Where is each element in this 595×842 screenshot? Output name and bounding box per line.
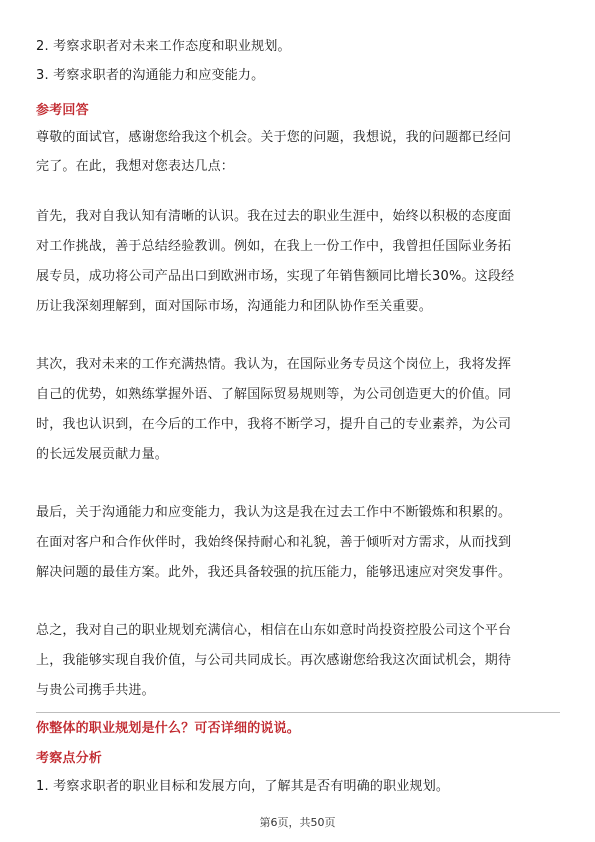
section-divider: [36, 712, 560, 713]
paragraph-line: 总之，我对自己的职业规划充满信心，相信在山东如意时尚投资控股公司这个平台: [36, 623, 512, 638]
paragraph-line: 上，我能够实现自我价值，与公司共同成长。再次感谢您给我这次面试机会，期待: [36, 653, 512, 668]
answer-heading: 参考回答: [36, 103, 89, 118]
paragraph-line: 在面对客户和合作伙伴时，我始终保持耐心和礼貌，善于倾听对方需求，从而找到: [36, 535, 512, 550]
list-item: 2. 考察求职者对未来工作态度和职业规划。: [36, 39, 291, 54]
list-item: 1. 考察求职者的职业目标和发展方向，了解其是否有明确的职业规划。: [36, 779, 450, 794]
paragraph-line: 与贵公司携手共进。: [36, 683, 155, 698]
question-heading: 你整体的职业规划是什么？可否详细的说说。: [36, 721, 301, 736]
paragraph-line: 自己的优势，如熟练掌握外语、了解国际贸易规则等，为公司创造更大的价值。同: [36, 387, 512, 402]
paragraph-line: 对工作挑战，善于总结经验教训。例如，在我上一份工作中，我曾担任国际业务拓: [36, 239, 512, 254]
paragraph-line: 的长远发展贡献力量。: [36, 447, 169, 462]
paragraph-line: 首先，我对自我认知有清晰的认识。我在过去的职业生涯中，始终以积极的态度面: [36, 209, 512, 224]
analysis-heading: 考察点分析: [36, 751, 103, 766]
page-footer: 第6页，共50页: [259, 816, 336, 829]
paragraph-line: 完了。在此，我想对您表达几点：: [36, 159, 235, 174]
paragraph-line: 时，我也认识到，在今后的工作中，我将不断学习，提升自己的专业素养，为公司: [36, 417, 512, 432]
paragraph-line: 其次，我对未来的工作充满热情。我认为，在国际业务专员这个岗位上，我将发挥: [36, 357, 512, 372]
paragraph-line: 解决问题的最佳方案。此外，我还具备较强的抗压能力，能够迅速应对突发事件。: [36, 565, 512, 580]
paragraph-line: 展专员，成功将公司产品出口到欧洲市场，实现了年销售额同比增长30%。这段经: [36, 269, 515, 284]
paragraph-line: 最后，关于沟通能力和应变能力，我认为这是我在过去工作中不断锻炼和积累的。: [36, 505, 512, 520]
list-item: 3. 考察求职者的沟通能力和应变能力。: [36, 68, 265, 83]
paragraph-line: 历让我深刻理解到，面对国际市场，沟通能力和团队协作至关重要。: [36, 299, 433, 314]
paragraph-line: 尊敬的面试官，感谢您给我这个机会。关于您的问题，我想说，我的问题都已经问: [36, 130, 512, 145]
